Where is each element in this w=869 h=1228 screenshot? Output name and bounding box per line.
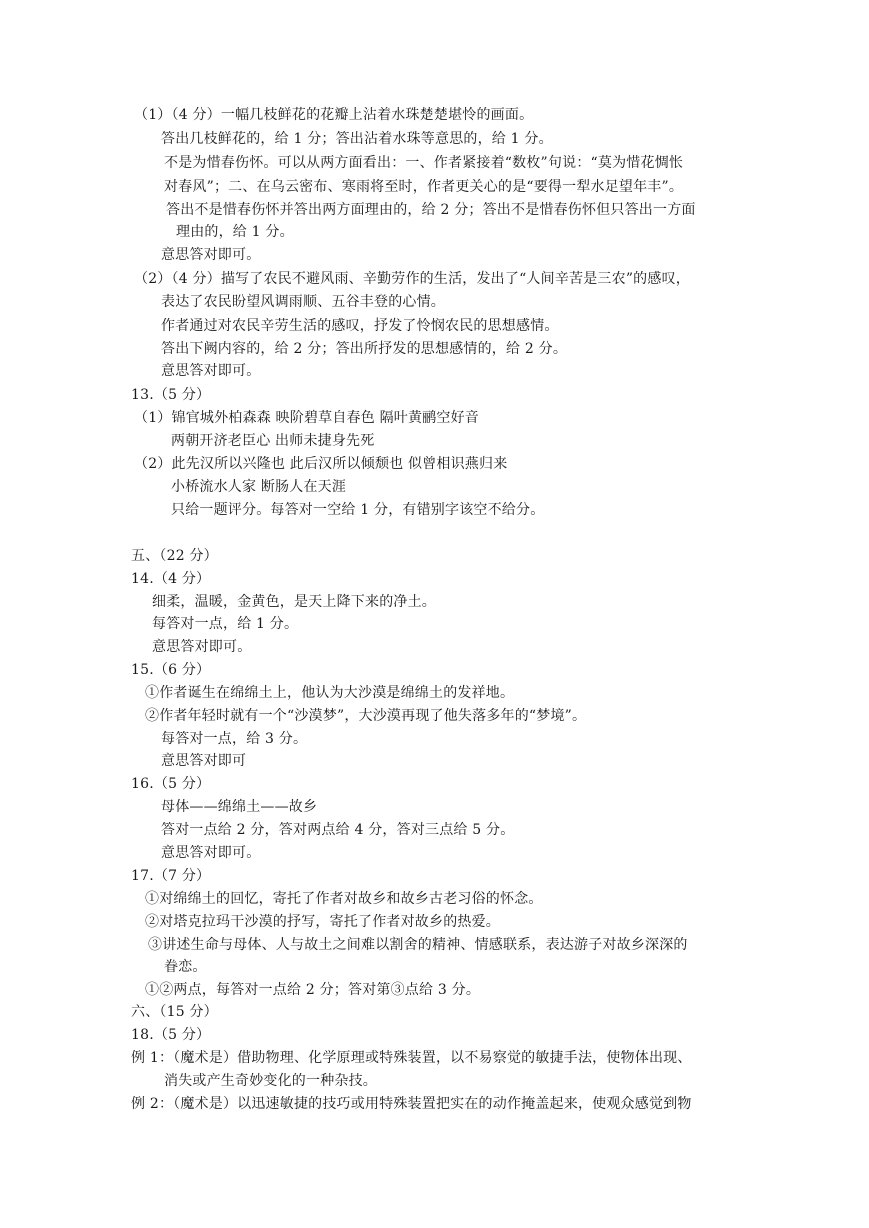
question-heading: 13.（5 分） <box>131 387 211 403</box>
answer-line: 答出几枝鲜花的，给 1 分；答出沾着水珠等意思的，给 1 分。 <box>161 131 553 147</box>
answer-line: 意思答对即可。 <box>161 247 261 263</box>
answer-line: ①作者诞生在绵绵土上，他认为大沙漠是绵绵土的发祥地。 <box>145 685 515 701</box>
section-heading: 五、（22 分） <box>131 548 218 564</box>
example-line: 例 2：（魔术是）以迅速敏捷的技巧或用特殊装置把实在的动作掩盖起来，使观众感觉到物 <box>131 1096 692 1112</box>
answer-line: 意思答对即可 <box>161 753 247 769</box>
answer-line: （1）锦官城外柏森森 映阶碧草自春色 隔叶黄鹂空好音 <box>134 410 480 426</box>
answer-line: 母体——绵绵土——故乡 <box>161 799 318 815</box>
answer-line: （1）（4 分）一幅几枝鲜花的花瓣上沾着水珠楚楚堪怜的画面。 <box>134 107 534 123</box>
answer-line: ②对塔克拉玛干沙漠的抒写，寄托了作者对故乡的热爱。 <box>145 914 500 930</box>
answer-line: 意思答对即可。 <box>161 363 261 379</box>
section-heading: 六、（15 分） <box>131 1004 218 1020</box>
question-heading: 14.（4 分） <box>131 571 211 587</box>
answer-line: 意思答对即可。 <box>161 845 261 861</box>
answer-line: 不是为惜春伤怀。可以从两方面看出：一、作者紧接着“数枚”句说：“莫为惜花惆怅 <box>164 155 684 171</box>
answer-line: 答对一点给 2 分，答对两点给 4 分，答对三点给 5 分。 <box>161 822 515 838</box>
answer-line: （2）此先汉所以兴隆也 此后汉所以倾颓也 似曾相识燕归来 <box>134 456 508 472</box>
answer-line: 作者通过对农民辛劳生活的感叹，抒发了怜悯农民的思想感情。 <box>161 318 559 334</box>
question-heading: 15.（6 分） <box>131 662 211 678</box>
answer-line: （2）（4 分）描写了农民不避风雨、辛勤劳作的生活，发出了“人间辛苦是三农”的感叹， <box>134 271 690 287</box>
answer-line: 只给一题评分。每答对一空给 1 分，有错别字该空不给分。 <box>171 502 545 518</box>
question-heading: 17.（7 分） <box>131 868 211 884</box>
answer-line: 每答对一点，给 3 分。 <box>161 731 308 747</box>
answer-line: 细柔，温暖，金黄色，是天上降下来的净土。 <box>152 594 436 610</box>
example-line: 例 1：（魔术是）借助物理、化学原理或特殊装置，以不易察觉的敏捷手法，使物体出现、 <box>131 1050 692 1066</box>
answer-line: 眷恋。 <box>164 959 207 975</box>
answer-line: 答出不是惜春伤怀并答出两方面理由的，给 2 分；答出不是惜春伤怀但只答出一方面 <box>166 202 696 218</box>
answer-line: ①②两点，每答对一点给 2 分；答对第③点给 3 分。 <box>145 982 481 998</box>
answer-line: 理由的，给 1 分。 <box>176 224 294 240</box>
answer-line: ③讲述生命与母体、人与故土之间难以割舍的精神、情感联系，表达游子对故乡深深的 <box>148 937 688 953</box>
answer-line: 意思答对即可。 <box>152 639 252 655</box>
answer-line: 对春风”；二、在乌云密布、寒雨将至时，作者更关心的是“要得一犁水足望年丰”。 <box>164 179 684 195</box>
answer-line: ②作者年轻时就有一个“沙漠梦”，大沙漠再现了他失落多年的“梦境”。 <box>145 708 587 724</box>
answer-line: ①对绵绵土的回忆，寄托了作者对故乡和故乡古老习俗的怀念。 <box>145 891 543 907</box>
answer-line: 两朝开济老臣心 出师未捷身先死 <box>171 433 375 449</box>
answer-line: 答出下阙内容的，给 2 分；答出所抒发的思想感情的，给 2 分。 <box>161 341 568 357</box>
answer-line: 小桥流水人家 断肠人在天涯 <box>171 479 347 495</box>
question-heading: 16.（5 分） <box>131 776 211 792</box>
answer-line: 每答对一点，给 1 分。 <box>152 616 299 632</box>
question-heading: 18.（5 分） <box>131 1027 211 1043</box>
example-line: 消失或产生奇妙变化的一种杂技。 <box>164 1073 377 1089</box>
answer-line: 表达了农民盼望风调雨顺、五谷丰登的心情。 <box>161 294 445 310</box>
